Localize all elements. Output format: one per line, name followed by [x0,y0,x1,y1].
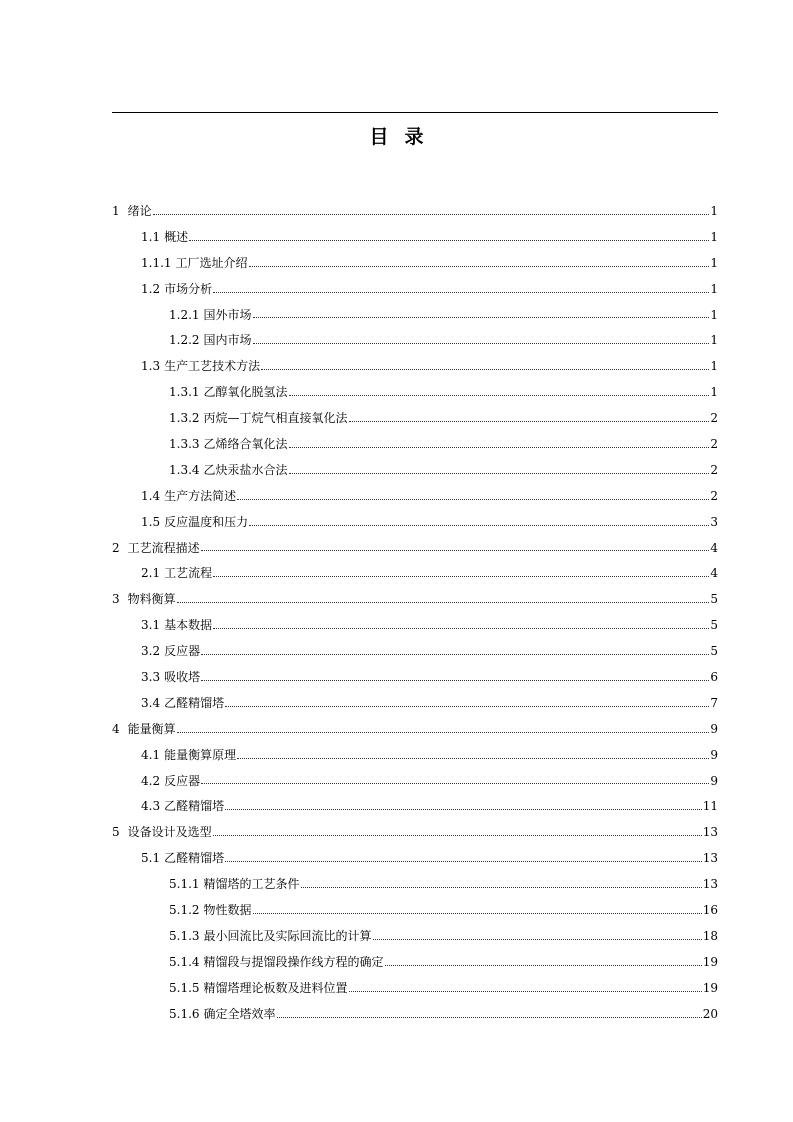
toc-entry[interactable] [112,638,718,664]
toc-entry-number: 1.1 [141,229,161,244]
toc-entry[interactable] [112,302,718,328]
toc-entry-label: 乙醛精馏塔 [164,695,225,710]
toc-entry-label: 反应器 [164,644,201,659]
toc-dot-leader [349,420,710,422]
toc-entry-page: 1 [710,255,718,270]
toc-entry[interactable] [112,586,718,612]
toc-entry-page: 13 [702,851,718,866]
toc-entry-label: 生产工艺技术方法 [164,359,261,374]
toc-entry-number: 4 [112,721,120,736]
toc-entry-label: 市场分析 [164,281,213,296]
toc-entry-number: 4.1 [141,747,161,762]
toc-dot-leader [237,498,709,500]
page-title-char: 目 [369,126,389,148]
toc-entry[interactable] [112,897,718,923]
toc-dot-leader [201,679,709,681]
toc-dot-leader [289,472,710,474]
toc-entry[interactable] [112,871,718,897]
toc-entry[interactable] [112,975,718,1001]
toc-entry-number: 5.1.6 [169,1006,200,1021]
toc-entry-page: 3 [710,514,718,529]
toc-dot-leader [253,342,710,344]
toc-entry-page: 5 [710,618,718,633]
toc-entry[interactable] [112,276,718,302]
toc-dot-leader [385,964,702,966]
toc-entry[interactable] [112,819,718,845]
toc-entry-label: 设备设计及选型 [127,825,212,840]
toc-entry-label: 工厂选址介绍 [175,255,248,270]
toc-entry-page: 16 [702,902,718,917]
toc-entry[interactable] [112,353,718,379]
toc-entry-number: 4.2 [141,773,161,788]
toc-entry-page: 9 [710,721,718,736]
toc-entry-number: 1.5 [141,514,161,529]
toc-entry[interactable] [112,457,718,483]
toc-dot-leader [289,446,710,448]
toc-entry-number: 5.1 [141,851,161,866]
toc-entry[interactable] [112,690,718,716]
toc-dot-leader [277,1016,702,1018]
toc-entry[interactable] [112,483,718,509]
toc-entry-page: 6 [710,669,718,684]
toc-entry-number: 3.2 [141,644,161,659]
toc-entry-number: 1.2.1 [169,307,200,322]
toc-entry[interactable] [112,198,718,224]
toc-entry-number: 3.1 [141,618,161,633]
toc-dot-leader [373,938,702,940]
toc-entry-page: 1 [710,333,718,348]
toc-entry-number: 1.1.1 [141,255,172,270]
toc-dot-leader [253,316,710,318]
toc-entry-page: 1 [710,359,718,374]
toc-entry-page: 13 [702,825,718,840]
toc-entry[interactable] [112,664,718,690]
toc-entry-label: 反应温度和压力 [164,514,249,529]
page-title [0,122,793,149]
toc-dot-leader [177,601,710,603]
toc-dot-leader [201,653,709,655]
toc-entry-number: 5.1.3 [169,928,200,943]
toc-entry-page: 1 [710,229,718,244]
toc-entry[interactable] [112,560,718,586]
toc-entry-label: 基本数据 [164,618,213,633]
toc-entry-page: 1 [710,385,718,400]
table-of-contents [112,198,718,1027]
toc-entry-label: 精馏段与提馏段操作线方程的确定 [203,954,384,969]
toc-entry-number: 1.3.1 [169,385,200,400]
toc-entry[interactable] [112,431,718,457]
toc-entry-label: 绪论 [127,203,152,218]
toc-entry[interactable] [112,612,718,638]
toc-entry-label: 吸收塔 [164,669,201,684]
toc-dot-leader [177,731,710,733]
toc-entry-page: 13 [702,877,718,892]
toc-entry[interactable] [112,768,718,794]
toc-dot-leader [225,705,709,707]
toc-entry[interactable] [112,793,718,819]
toc-entry-page: 1 [710,281,718,296]
toc-dot-leader [213,627,709,629]
toc-dot-leader [213,291,709,293]
toc-entry-label: 乙烯络合氧化法 [203,436,288,451]
toc-entry-label: 丙烷—丁烷气相直接氧化法 [203,411,348,426]
toc-dot-leader [189,239,709,241]
toc-entry-label: 确定全塔效率 [203,1006,276,1021]
toc-entry-label: 精馏塔的工艺条件 [203,877,300,892]
toc-entry-label: 物料衡算 [127,592,176,607]
toc-entry[interactable] [112,327,718,353]
toc-entry-page: 9 [710,747,718,762]
toc-dot-leader [289,394,710,396]
toc-entry-page: 11 [702,799,718,814]
toc-entry[interactable] [112,535,718,561]
toc-entry-number: 5.1.1 [169,877,200,892]
toc-entry-label: 国内市场 [203,333,252,348]
toc-entry-label: 能量衡算 [127,721,176,736]
toc-entry[interactable] [112,405,718,431]
toc-entry[interactable] [112,923,718,949]
toc-entry-label: 能量衡算原理 [164,747,237,762]
toc-entry-page: 20 [702,1006,718,1021]
toc-entry-number: 5 [112,825,120,840]
toc-entry-number: 1.2 [141,281,161,296]
toc-dot-leader [249,265,710,267]
toc-entry-page: 5 [710,592,718,607]
toc-entry-page: 9 [710,773,718,788]
toc-entry-page: 18 [702,928,718,943]
toc-dot-leader [237,757,709,759]
toc-entry-number: 1.4 [141,488,161,503]
toc-entry-number: 1 [112,203,120,218]
toc-entry-number: 1.3.2 [169,411,200,426]
toc-dot-leader [201,549,710,551]
toc-dot-leader [213,575,709,577]
toc-entry-label: 工艺流程 [164,566,213,581]
toc-entry[interactable] [112,250,718,276]
page-title-char: 录 [404,126,424,148]
toc-dot-leader [153,213,710,215]
toc-entry[interactable] [112,379,718,405]
toc-dot-leader [249,524,709,526]
toc-dot-leader [213,834,702,836]
toc-entry-number: 1.3.4 [169,462,200,477]
toc-entry-label: 反应器 [164,773,201,788]
toc-entry-number: 1.2.2 [169,333,200,348]
toc-entry[interactable] [112,509,718,535]
toc-entry-label: 乙醛精馏塔 [164,851,225,866]
toc-entry[interactable] [112,949,718,975]
toc-entry[interactable] [112,224,718,250]
toc-entry-label: 乙醇氧化脱氢法 [203,385,288,400]
toc-entry[interactable] [112,845,718,871]
toc-entry-number: 2 [112,540,120,555]
toc-entry-number: 5.1.2 [169,902,200,917]
toc-dot-leader [225,808,702,810]
toc-entry-number: 5.1.4 [169,954,200,969]
toc-entry-page: 4 [710,540,718,555]
toc-entry-number: 3.3 [141,669,161,684]
toc-entry-page: 2 [710,436,718,451]
toc-entry-label: 乙炔汞盐水合法 [203,462,288,477]
toc-entry-page: 7 [710,695,718,710]
toc-entry[interactable] [112,1001,718,1027]
toc-entry-number: 1.3 [141,359,161,374]
toc-entry-page: 2 [710,411,718,426]
toc-dot-leader [349,990,702,992]
toc-dot-leader [261,368,709,370]
toc-entry-label: 工艺流程描述 [127,540,200,555]
toc-entry-page: 5 [710,644,718,659]
toc-entry-page: 2 [710,488,718,503]
header-rule [112,112,718,113]
toc-entry-page: 19 [702,954,718,969]
toc-entry-label: 生产方法简述 [164,488,237,503]
toc-entry-number: 5.1.5 [169,980,200,995]
toc-entry[interactable] [112,716,718,742]
toc-entry-page: 4 [710,566,718,581]
toc-entry-number: 3.4 [141,695,161,710]
toc-entry-number: 4.3 [141,799,161,814]
toc-dot-leader [201,782,709,784]
toc-dot-leader [225,860,702,862]
toc-entry-label: 概述 [164,229,189,244]
toc-entry-page: 1 [710,307,718,322]
toc-entry-label: 国外市场 [203,307,252,322]
toc-entry-page: 1 [710,203,718,218]
toc-entry[interactable] [112,742,718,768]
toc-entry-number: 1.3.3 [169,436,200,451]
toc-entry-number: 2.1 [141,566,161,581]
toc-entry-label: 最小回流比及实际回流比的计算 [203,928,372,943]
toc-entry-page: 19 [702,980,718,995]
toc-entry-label: 乙醛精馏塔 [164,799,225,814]
toc-dot-leader [253,912,702,914]
toc-entry-label: 精馏塔理论板数及进料位置 [203,980,348,995]
toc-entry-label: 物性数据 [203,902,252,917]
toc-entry-page: 2 [710,462,718,477]
toc-dot-leader [301,886,702,888]
toc-entry-number: 3 [112,592,120,607]
